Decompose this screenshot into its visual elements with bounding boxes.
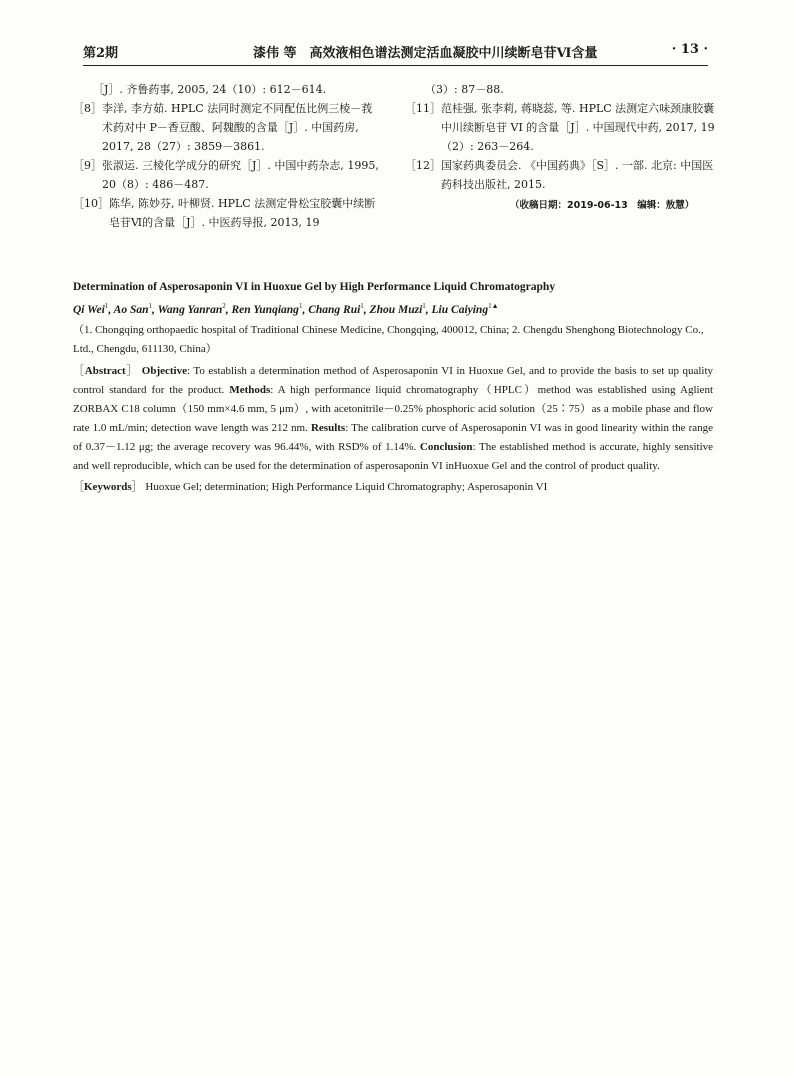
objective-text: : To establish a determination method of Asperosaponin VI in Huoxue Gel, and to provide the basis to set up quality control standard for the product. — [73, 364, 714, 396]
author-name: Wang Yanran — [157, 303, 223, 316]
reference-text: ［J］. 齐鲁药事, 2005, 24（10）: 612－614. — [93, 83, 327, 96]
author-affiliation-mark: 1 — [148, 302, 153, 310]
references-right-column — [405, 80, 715, 215]
author-name: Liu Caiying — [431, 303, 489, 316]
author-affiliation-mark: 1 — [360, 302, 364, 310]
author-name: Qi Wei — [73, 303, 105, 316]
results-label: Results — [310, 421, 346, 434]
reference-number: ［8］ — [73, 102, 102, 115]
reference-text: 国家药典委员会. 《中国药典》［S］. 一部. 北京: 中国医药科技出版社, 2015. — [441, 159, 714, 191]
author-name: Ren Yunqiang — [231, 303, 299, 316]
reference-number: ［10］ — [73, 197, 109, 210]
reference-item — [73, 99, 383, 156]
reference-item — [405, 80, 715, 99]
author-affiliation-mark: 1 — [298, 302, 303, 310]
reference-item — [405, 99, 715, 156]
reference-text: 张淑运. 三棱化学成分的研究［J］. 中国中药杂志, 1995, 20（8）: 486－487. — [102, 159, 379, 191]
reference-text: 陈华, 陈妙芬, 叶柳贤. HPLC 法测定骨松宝胶囊中续断皂苷Ⅵ的含量［J］. 中医药导报, 2013, 19 — [109, 197, 376, 229]
author-affiliation-mark: 1 — [104, 302, 109, 310]
references-left-column — [73, 80, 383, 232]
header-rule — [83, 65, 708, 66]
reference-text: 范桂强, 张李莉, 蒋晓蕊, 等. HPLC 法测定六味颈康胶囊中川续断皂苷 VI 的含量［J］. 中国现代中药, 2017, 19（2）: 263－264. — [441, 102, 715, 153]
abstract-body — [73, 362, 713, 476]
reference-number: ［9］ — [73, 159, 102, 172]
reference-item — [73, 194, 383, 232]
author-name: Ao San — [113, 303, 149, 316]
methods-text: : A high performance liquid chromatography（HPLC）method was established using Aglient ZORBAX C18 column（150 mm×4.6 mm, 5 μm）, with acetonitrile－0.25% phosphoric acid solution（25∶75）as a mobile phase and flow rate 1.0 mL/min; detection wave length was 212 nm. — [73, 383, 713, 434]
reference-item — [73, 80, 383, 99]
page-number: · 13 · — [671, 42, 708, 57]
author-affiliation-mark: 2 — [222, 302, 226, 310]
methods-label: Methods — [229, 383, 271, 396]
keywords-label-box: ［Keywords］ — [73, 480, 143, 493]
abstract-label: Abstract — [84, 364, 126, 377]
english-title: Determination of Asperosaponin VI in Huoxue Gel by High Performance Liquid Chromatography — [73, 281, 556, 293]
keywords-line — [73, 478, 713, 497]
received-date-note: （收稿日期：2019-06-13 编辑：敖慧） — [510, 200, 695, 211]
issue-number: 第2期 — [83, 46, 119, 61]
author-list: Qi Wei$^1$, Ao San$^1$, Wang Yanran$^2$, Ren Yunqiang$^1$, Chang Rui$^1$, Zhou Muzi$^1$, Liu Caiying$^{1▲}$ — [73, 302, 499, 316]
objective-label: Objective — [141, 364, 187, 377]
reference-number: ［11］ — [405, 102, 441, 115]
reference-number: ［12］ — [405, 159, 441, 172]
author-affiliation-mark: 1 — [422, 302, 426, 310]
reference-text: （3）: 87－88. — [425, 83, 504, 96]
author-name: Zhou Muzi — [369, 303, 423, 316]
abstract-label-box: ［Abstract］ — [73, 364, 139, 377]
reference-text: 李洋, 李方茹. HPLC 法同时测定不同配伍比例三棱－莪术药对中 P－香豆酸、阿魏酸的含量［J］. 中国药房, 2017, 28（27）: 3859－3861. — [102, 102, 373, 153]
english-abstract-section — [73, 278, 713, 497]
keywords-text: Huoxue Gel; determination; High Performance Liquid Chromatography; Asperosaponin VI — [145, 480, 548, 493]
author-name: Chang Rui — [308, 303, 361, 316]
conclusion-label: Conclusion — [419, 440, 473, 453]
affiliations: （1. Chongqing orthopaedic hospital of Traditional Chinese Medicine, Chongqing, 400012, China; 2. Chengdu Shenghong Biotechnology Co., Ltd., Chengdu, 611130, China） — [73, 323, 704, 355]
running-title: 漆伟 等 高效液相色谱法测定活血凝胶中川续断皂苷Ⅵ含量 — [253, 46, 598, 61]
conclusion-text: : The established method is accurate, highly sensitive and well reproducible, which can be used for the determination of asperosaponin VI inHuoxue Gel and the control of product quality. — [73, 440, 714, 472]
running-header — [83, 42, 708, 62]
reference-item — [73, 156, 383, 194]
results-text: : The calibration curve of Asperosaponin VI was in good linearity within the range of 0.37－1.12 μg; the average recovery was 96.44%, with RSD% of 1.14%. — [73, 421, 714, 453]
author-affiliation-mark: 1▲ — [488, 302, 499, 310]
reference-item — [405, 156, 715, 194]
keywords-label: Keywords — [84, 480, 132, 493]
